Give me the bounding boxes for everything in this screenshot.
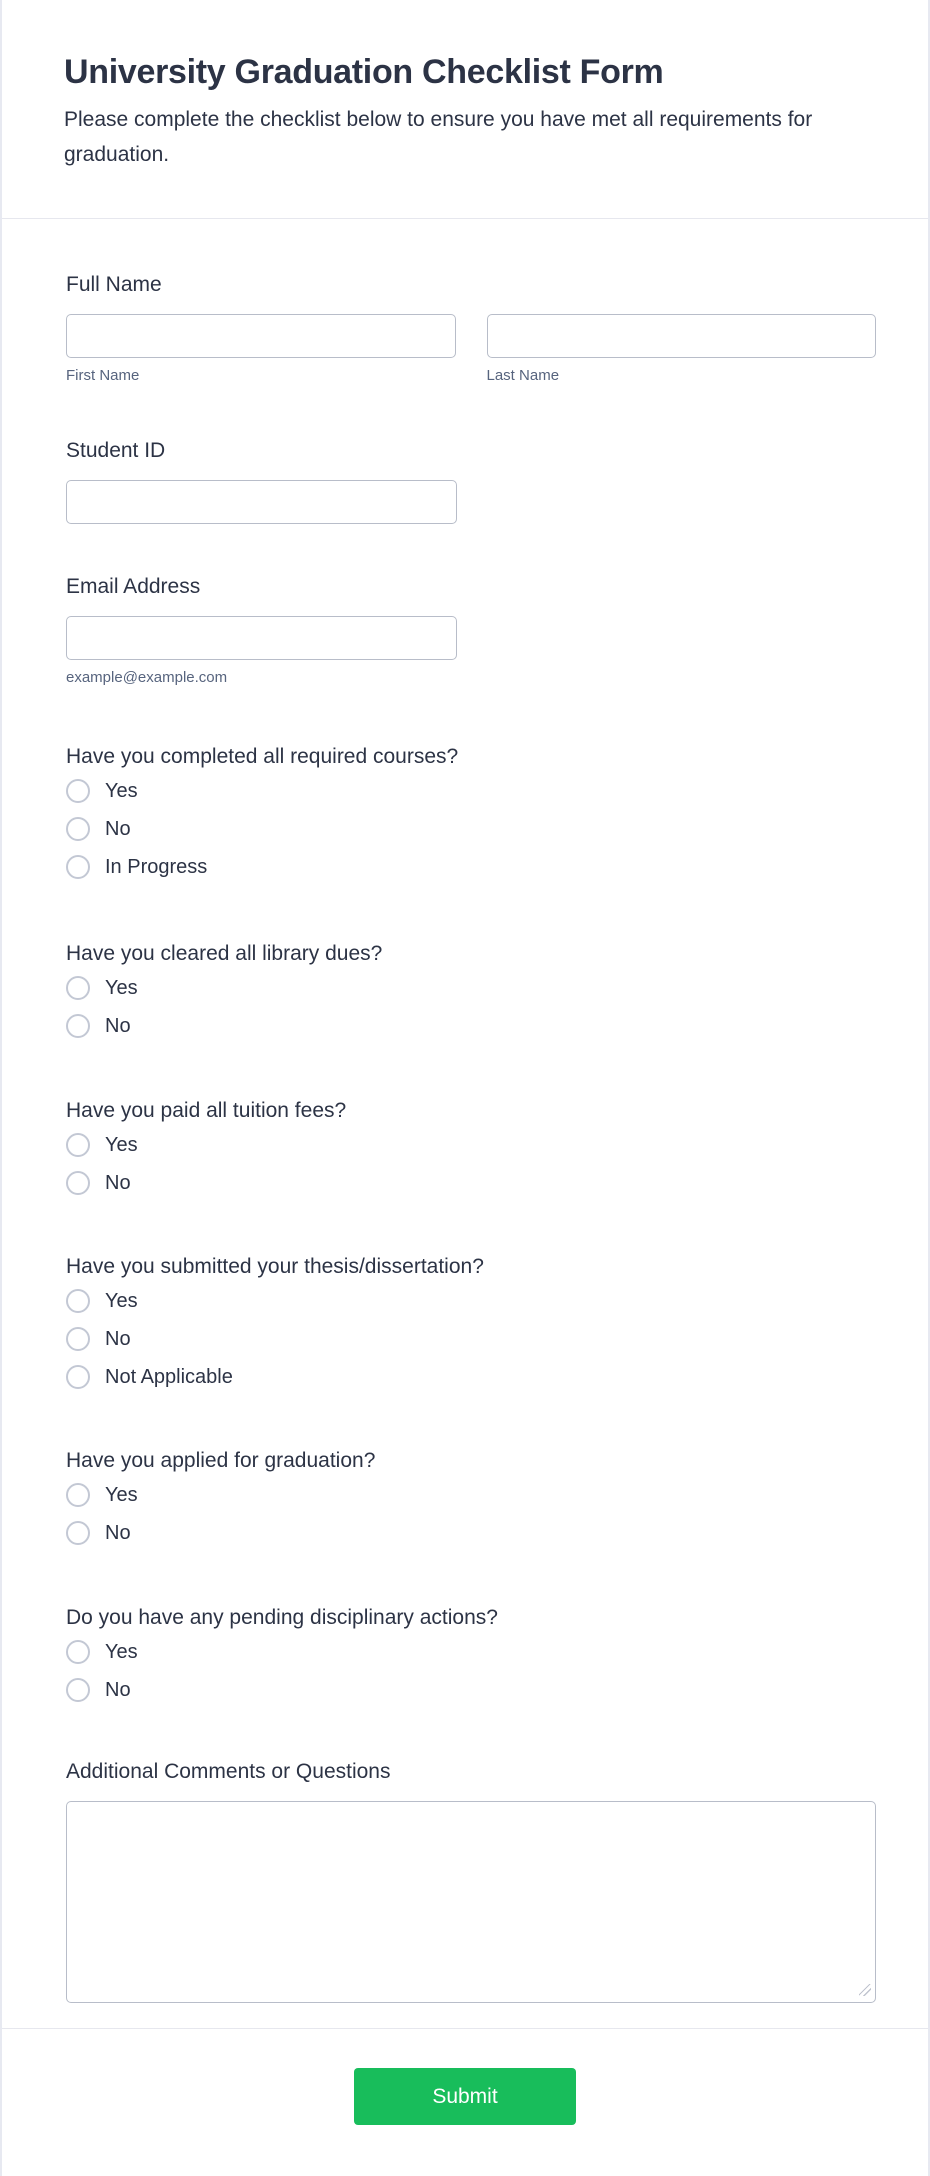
question-label: Have you cleared all library dues? bbox=[66, 942, 383, 965]
radio-circle-icon bbox=[66, 1327, 90, 1351]
question-label: Have you submitted your thesis/dissertation? bbox=[66, 1255, 484, 1278]
submit-area bbox=[2, 2029, 928, 2176]
radio-circle-icon bbox=[66, 817, 90, 841]
radio-option-label: No bbox=[105, 1015, 131, 1037]
radio-option-yes[interactable] bbox=[66, 1483, 138, 1507]
comments-textarea-wrap bbox=[66, 1801, 876, 2003]
form-body bbox=[2, 219, 928, 2028]
form-header bbox=[2, 0, 928, 219]
form-subtitle: Please complete the checklist below to ensure you have met all requirements for graduation. bbox=[64, 108, 813, 166]
radio-circle-icon bbox=[66, 1014, 90, 1038]
radio-option-label: Yes bbox=[105, 977, 138, 999]
radio-group bbox=[66, 1133, 876, 1195]
question-tuition-fees bbox=[66, 1098, 876, 1195]
form-card bbox=[2, 0, 928, 2176]
radio-circle-icon bbox=[66, 1133, 90, 1157]
first-name-column bbox=[66, 314, 456, 385]
student-id-label: Student ID bbox=[66, 439, 166, 462]
radio-circle-icon bbox=[66, 1640, 90, 1664]
first-name-sublabel: First Name bbox=[66, 367, 140, 384]
question-applied-graduation bbox=[66, 1448, 876, 1545]
radio-circle-icon bbox=[66, 1171, 90, 1195]
question-library-dues bbox=[66, 941, 876, 1038]
radio-circle-icon bbox=[66, 855, 90, 879]
field-comments bbox=[66, 1759, 876, 2003]
form-title: University Graduation Checklist Form bbox=[64, 53, 664, 91]
radio-option-no[interactable] bbox=[66, 1521, 131, 1545]
email-input[interactable] bbox=[66, 616, 457, 660]
radio-option-label: Yes bbox=[105, 780, 138, 802]
question-label: Have you paid all tuition fees? bbox=[66, 1099, 347, 1122]
radio-option-in-progress[interactable] bbox=[66, 855, 207, 879]
first-name-input[interactable] bbox=[66, 314, 456, 358]
radio-option-label: No bbox=[105, 1328, 131, 1350]
full-name-label: Full Name bbox=[66, 273, 162, 296]
question-required-courses bbox=[66, 744, 876, 879]
field-email bbox=[66, 574, 876, 687]
radio-circle-icon bbox=[66, 779, 90, 803]
radio-option-not-applicable[interactable] bbox=[66, 1365, 233, 1389]
radio-option-label: No bbox=[105, 1522, 131, 1544]
radio-circle-icon bbox=[66, 1521, 90, 1545]
student-id-input[interactable] bbox=[66, 480, 457, 524]
last-name-input[interactable] bbox=[487, 314, 877, 358]
radio-option-no[interactable] bbox=[66, 1327, 131, 1351]
radio-option-label: Yes bbox=[105, 1484, 138, 1506]
radio-circle-icon bbox=[66, 1289, 90, 1313]
radio-option-yes[interactable] bbox=[66, 1133, 138, 1157]
radio-group bbox=[66, 976, 876, 1038]
last-name-sublabel: Last Name bbox=[486, 367, 560, 384]
question-disciplinary-actions bbox=[66, 1605, 876, 1702]
radio-group bbox=[66, 1640, 876, 1702]
resize-handle-icon[interactable] bbox=[859, 1984, 871, 1996]
radio-circle-icon bbox=[66, 976, 90, 1000]
radio-option-yes[interactable] bbox=[66, 779, 138, 803]
radio-option-yes[interactable] bbox=[66, 976, 138, 1000]
radio-option-label: Yes bbox=[105, 1290, 138, 1312]
comments-label: Additional Comments or Questions bbox=[66, 1760, 391, 1783]
radio-circle-icon bbox=[66, 1365, 90, 1389]
radio-option-no[interactable] bbox=[66, 817, 131, 841]
radio-option-label: No bbox=[105, 1679, 131, 1701]
submit-button[interactable]: Submit bbox=[354, 2068, 576, 2125]
question-thesis-submitted bbox=[66, 1254, 876, 1389]
radio-option-no[interactable] bbox=[66, 1171, 131, 1195]
question-label: Have you completed all required courses? bbox=[66, 745, 459, 768]
full-name-row bbox=[66, 314, 876, 385]
radio-option-no[interactable] bbox=[66, 1678, 131, 1702]
radio-option-no[interactable] bbox=[66, 1014, 131, 1038]
radio-option-yes[interactable] bbox=[66, 1640, 138, 1664]
radio-group bbox=[66, 1289, 876, 1389]
radio-option-label: Yes bbox=[105, 1641, 138, 1663]
radio-group bbox=[66, 1483, 876, 1545]
radio-option-label: No bbox=[105, 818, 131, 840]
radio-option-label: Not Applicable bbox=[105, 1366, 233, 1388]
radio-group bbox=[66, 779, 876, 879]
radio-circle-icon bbox=[66, 1678, 90, 1702]
last-name-column bbox=[487, 314, 877, 385]
comments-textarea[interactable] bbox=[66, 1801, 876, 2003]
field-student-id bbox=[66, 438, 876, 524]
radio-option-yes[interactable] bbox=[66, 1289, 138, 1313]
field-full-name bbox=[66, 272, 876, 385]
email-label: Email Address bbox=[66, 575, 201, 598]
radio-option-label: No bbox=[105, 1172, 131, 1194]
radio-circle-icon bbox=[66, 1483, 90, 1507]
question-label: Have you applied for graduation? bbox=[66, 1449, 376, 1472]
question-label: Do you have any pending disciplinary actions? bbox=[66, 1606, 498, 1629]
radio-option-label: In Progress bbox=[105, 856, 208, 878]
radio-option-label: Yes bbox=[105, 1134, 138, 1156]
email-sublabel: example@example.com bbox=[66, 669, 228, 686]
